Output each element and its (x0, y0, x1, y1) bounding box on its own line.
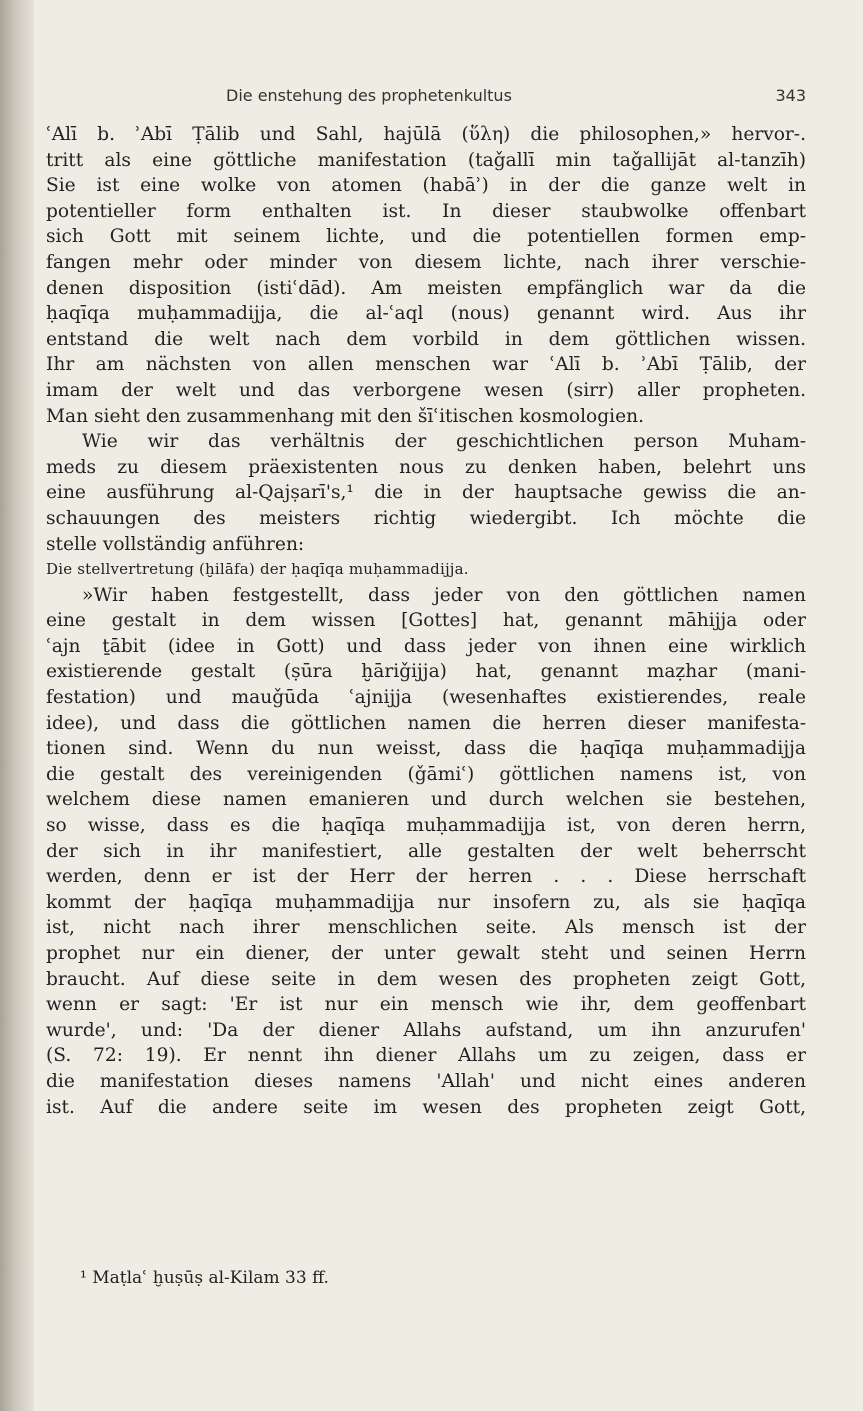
text-line: braucht. Auf diese seite in dem wesen des propheten zeigt Gott, (46, 968, 806, 990)
text-line: die manifestation dieses namens 'Allah' und nicht eines anderen (46, 1070, 806, 1092)
text-line: Sie ist eine wolke von atomen (habāʾ) in der die ganze welt in (46, 175, 806, 197)
text-line: meds zu diesem präexistenten nous zu denken haben, belehrt uns (46, 456, 806, 478)
text-line: idee), und dass die göttlichen namen die herren dieser manifesta- (46, 712, 806, 734)
text-line: eine gestalt in dem wissen [Gottes] hat, genannt māhijja oder (46, 610, 806, 632)
text-line: denen disposition (istiʿdād). Am meisten empfänglich war da die (46, 277, 806, 299)
footnote: ¹ Maṭlaʿ ḫuṣūṣ al-Kilam 33 ff. (80, 1268, 329, 1288)
text-line: ʿAlī b. ʾAbī Ṭālib und Sahl, hajūlā (ὕλη) die philosophen,» hervor-. (46, 124, 806, 145)
text-line: eine ausführung al-Qajṣarī's,¹ die in der hauptsache gewiss die an- (46, 482, 806, 504)
page-number: 343 (775, 86, 806, 105)
text-line: »Wir haben festgestellt, dass jeder von den göttlichen namen (82, 584, 806, 606)
text-line: welchem diese namen emanieren und durch welchen sie bestehen, (46, 789, 806, 811)
text-line: entstand die welt nach dem vorbild in dem göttlichen wissen. (46, 328, 806, 350)
text-line: fangen mehr oder minder von diesem lichte, nach ihrer verschie- (46, 251, 806, 273)
text-line: ʿajn ṯābit (idee in Gott) und dass jeder von ihnen eine wirklich (46, 635, 806, 657)
text-line: wurde', und: 'Da der diener Allahs aufstand, um ihn anzurufen' (46, 1019, 806, 1041)
text-line: Ihr am nächsten von allen menschen war ʿAlī b. ʾAbī Ṭālib, der (46, 354, 806, 376)
text-line: potentieller form enthalten ist. In dieser staubwolke offenbart (46, 200, 806, 222)
text-line: so wisse, dass es die ḥaqīqa muḥammadijja ist, von deren herrn, (46, 815, 806, 837)
text-line: Man sieht den zusammenhang mit den šīʿitischen kosmologien. (46, 405, 644, 427)
body-text (46, 122, 806, 1120)
text-line: existierende gestalt (ṣūra ḫāriǧijja) hat, genannt maẓhar (mani- (46, 661, 806, 683)
text-line: sich Gott mit seinem lichte, und die potentiellen formen emp- (46, 226, 806, 248)
text-line: prophet nur ein diener, der unter gewalt steht und seinen Herrn (46, 943, 806, 964)
text-line: der sich in ihr manifestiert, alle gestalten der welt beherrscht (46, 840, 806, 862)
text-line: festation) und mauǧūda ʿajnijja (wesenhaftes existierendes, reale (46, 687, 806, 709)
text-line: kommt der ḥaqīqa muḥammadijja nur insofern zu, als sie ḥaqīqa (46, 891, 806, 913)
text-line: ist, nicht nach ihrer menschlichen seite. Als mensch ist der (46, 917, 806, 939)
text-line: schauungen des meisters richtig wiedergibt. Ich möchte die (46, 507, 806, 529)
section-subheading: Die stellvertretung (ḫilāfa) der ḥaqīqa muḥammadijja. (46, 560, 469, 579)
text-line: ḥaqīqa muḥammadijja, die al-ʿaql (nous) genannt wird. Aus ihr (46, 303, 806, 325)
running-title: Die enstehung des prophetenkultus (226, 86, 512, 105)
text-line: ist. Auf die andere seite im wesen des propheten zeigt Gott, (46, 1096, 806, 1118)
text-line: tritt als eine göttliche manifestation (taǧallī min taǧallijāt al-tanzīh) (46, 149, 806, 171)
text-line: imam der welt und das verborgene wesen (sirr) aller propheten. (46, 379, 806, 401)
text-line: die gestalt des vereinigenden (ǧāmiʿ) göttlichen namens ist, von (46, 763, 806, 785)
text-line: Wie wir das verhältnis der geschichtlichen person Muham- (82, 431, 806, 453)
text-line: (S. 72: 19). Er nennt ihn diener Allahs um zu zeigen, dass er (46, 1045, 806, 1067)
page-edge-shadow (0, 0, 34, 1411)
text-line: wenn er sagt: 'Er ist nur ein mensch wie ihr, dem geoffenbart (46, 994, 806, 1016)
text-line: tionen sind. Wenn du nun weisst, dass die ḥaqīqa muḥammadijja (46, 738, 806, 760)
text-line: stelle vollständig anführen: (46, 533, 305, 555)
text-line: werden, denn er ist der Herr der herren . . . Diese herrschaft (46, 866, 806, 888)
